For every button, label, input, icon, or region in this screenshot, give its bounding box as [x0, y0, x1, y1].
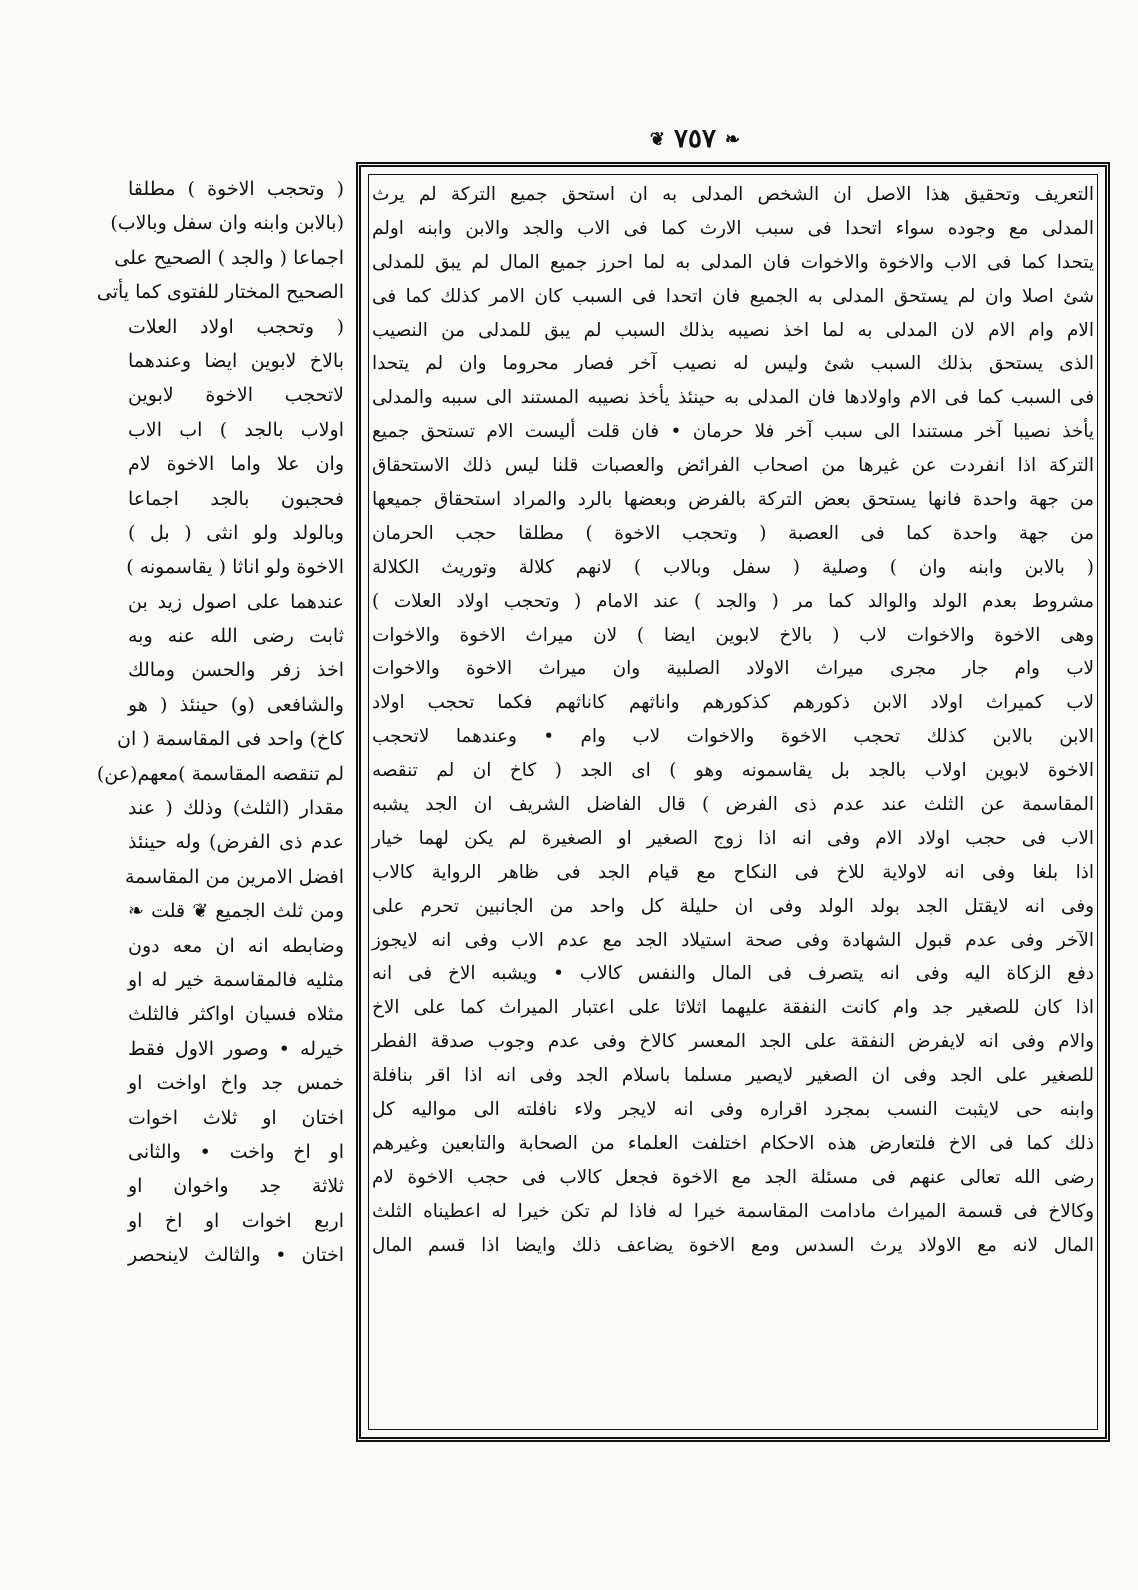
- main-text-line: من جهة واحدة كما فى العصبة ( وتحجب الاخوة ) مطلقا حجب الحرمان: [372, 522, 1094, 544]
- margin-text-line: لم تنقصه المقاسمة )معهم(عن): [96, 762, 344, 785]
- main-text-line: الذى يستحق بذلك السبب شئ وليس له نصيب آخر فصار محروما وان لم يتحدا: [372, 353, 1094, 375]
- main-text-line: التعريف وتحقيق هذا الاصل ان الشخص المدلى به ان استحق جميع التركة لم يرث: [372, 184, 1094, 205]
- ornament-right-icon: ❧: [725, 129, 741, 150]
- margin-text-line: ومن ثلث الجميع ❦ قلت ❧: [128, 900, 344, 923]
- main-text-line: لاب كميراث اولاد الابن ذكورهم كذكورهم واناثهم كاناثهم فكما تحجب اولاد: [372, 692, 1094, 714]
- margin-text-line: عندهما على اصول زيد بن: [128, 590, 344, 613]
- margin-text-line: ثابت رضى الله عنه وبه: [128, 625, 344, 648]
- margin-text-line: والشافعى (و) حينئذ ( هو: [128, 693, 344, 716]
- margin-text-line: اخذ زفر والحسن ومالك: [128, 659, 344, 682]
- margin-text-line: مقدار (الثلث) وذلك ( عند: [128, 797, 344, 820]
- margin-text-line: اختان او ثلاث اخوات: [128, 1106, 344, 1129]
- main-text-line: يتحدا كما فى الاب والاخوة والاخوات فان المدلى به لما احرز جميع المال لم يبق للمدلى: [372, 251, 1094, 273]
- margin-text-line: كاخ) واحد فى المقاسمة ( ان: [117, 728, 344, 751]
- margin-text-line: وضابطه انه ان معه دون: [128, 934, 344, 957]
- margin-text-line: او اخ واخت • والثانى: [128, 1140, 344, 1163]
- main-text-line: يأخذ نصيبا آخر مستندا الى سبب آخر فلا حرمان • فان قلت أليست الام تستحق جميع: [372, 421, 1094, 443]
- margin-text-line: فحجبون بالجد اجماعا: [128, 487, 344, 510]
- main-text-line: اذا بلغا وفى انه لاولاية للاخ فى النكاح مع قيام الجد فى ظاهر الرواية كالاب: [372, 861, 1094, 883]
- main-text-line: الام وام الام لان المدلى به لما اخذ نصيبه بذلك السبب لم يبق للمدلى من النصيب: [372, 319, 1094, 341]
- main-text-line: اذا كان للصغير جد وام كانت النفقة عليهما اثلاثا على اعتبار الميراث كما على الاخ: [372, 997, 1094, 1019]
- main-text-line: دفع الزكاة اليه وفى انه يتصرف فى المال والنفس كالاب • ويشبه الاخ فى انه: [372, 963, 1094, 985]
- margin-text-line: لاتحجب الاخوة لابوين: [128, 384, 344, 407]
- page-number: [620, 122, 770, 156]
- main-text-line: المقاسمة عن الثلث عند عدم ذى الفرض ) قال الفاضل الشريف ان الجد يشبه: [372, 794, 1094, 816]
- margin-text-line: الصحيح المختار للفتوى كما يأتى: [96, 281, 344, 304]
- margin-text-line: اربع اخوات او اخ او: [128, 1209, 344, 1232]
- main-text-line: المال لانه مع الاولاد يرث السدس ومع الاخوة يضاعف ذلك وايضا اذا قسم المال: [372, 1234, 1094, 1256]
- main-text-line: مشروط بعدم الولد والوالد كما مر ( والجد ) عند الامام ( وتحجب اولاد العلات ): [372, 590, 1094, 612]
- margin-text-line: ( وتحجب اولاد العلات: [128, 315, 344, 338]
- main-text-line: وهى الاخوة والاخوات لاب ( بالاخ لابوين ايضا ) لان ميراث الاخوة والاخوات: [372, 624, 1094, 646]
- main-text-line: للصغير على الجد وفى ان الصغير لايصير مسلما باسلام الجد وفى انه اذا اقر بنافلة: [372, 1065, 1094, 1087]
- main-text-line: الابن بالابن كذلك تحجب الاخوة والاخوات لاب وام • وعندهما لاتحجب: [372, 726, 1094, 748]
- margin-text-line: بالاخ لابوين ايضا وعندهما: [128, 349, 344, 372]
- main-text-line: وكالاخ فى قسمة الميراث مادامت المقاسمة خيرا له فاذا لم تكن خيرا له اعطيناه الثلث: [372, 1200, 1094, 1222]
- main-text-line: ( بالابن وابنه وان ) وصلية ( سفل وبالاب ) لانهم كلالة وتوريث الكلالة: [372, 556, 1094, 578]
- margin-text-line: مثلاه فسيان اواكثر فالثلث: [128, 1003, 344, 1026]
- main-text-block: [372, 178, 1094, 1428]
- margin-text-line: ثلاثة جد واخوان او: [128, 1175, 344, 1198]
- margin-text-line: اولاب بالجد ) اب الاب: [128, 418, 344, 441]
- main-text-line: والام وفى انه لايفرض النفقة على الجد المعسر كالاخ وفى عدم وجوب صدقة الفطر: [372, 1031, 1094, 1053]
- margin-text-line: وبالولد ولو انثى ( بل ): [128, 521, 344, 544]
- margin-text-line: اجماعا ( والجد ) الصحيح على: [114, 246, 344, 269]
- ornament-left-icon: ❦: [649, 129, 665, 150]
- main-text-line: الاب فى حجب اولاد الام وفى انه اذا زوج الصغير او الصغيرة لم يكن لهما خيار: [372, 827, 1094, 849]
- margin-text-line: (بالابن وابنه وان سفل وبالاب): [110, 212, 344, 235]
- margin-text-line: الاخوة ولو اناثا ( يقاسمونه ): [126, 556, 344, 579]
- main-text-line: رضى الله تعالى عنهم فى مسئلة الجد مع الاخوة فجعل كالاب فى حجب الاخوة لام: [372, 1166, 1094, 1188]
- main-text-line: فى السبب كما فى الام واولادها فان المدلى به حينئذ يأخذ نصيبه المستند الى سببه والمدلى: [372, 387, 1094, 409]
- main-text-line: المدلى مع وجوده سواء اتحدا فى سبب الارث كما فى الاب والجد والابن وابنه اولم: [372, 217, 1094, 239]
- main-text-line: لاب وام جار مجرى ميراث الاولاد الصلبية وان ميراث الاخوة والاخوات: [372, 658, 1094, 680]
- main-text-line: من جهة واحدة فانها يستحق بعض التركة بالفرض وبعضها بالرد والمراد استحقاق جميعها: [372, 489, 1094, 511]
- margin-text-line: وان علا واما الاخوة لام: [128, 453, 344, 476]
- page-number-text: ٧٥٧: [674, 124, 716, 154]
- main-text-line: الآخر وفى عدم قبول الشهادة وفى صحة استيلاد الجد مع عدم الاب وفى انه لايجوز: [372, 929, 1094, 951]
- margin-text-line: مثليه فالمقاسمة خير له او: [128, 968, 344, 991]
- main-text-line: وفى انه لايقتل الجد بولد الولد وفى ان حليلة كل واحد من الجانبين تحرم على: [372, 895, 1094, 917]
- margin-text-line: ( وتحجب الاخوة ) مطلقا: [128, 178, 344, 200]
- margin-text-line: اختان • والثالث لاينحصر: [128, 1244, 344, 1267]
- main-text-line: التركة اذا انفردت عن غيرها من اصحاب الفرائض والعصبات قلنا ليس ذلك الاستحقاق: [372, 455, 1094, 477]
- main-text-line: وابنه حى لايثبت النسب بمجرد اقراره وفى انه لايجر ولاء نافلته الى مواليه كل: [372, 1099, 1094, 1121]
- main-text-line: الاخوة لابوين اولاب بالجد بل يقاسمونه وهو ) اى الجد ( كاخ ان لم تنقصه: [372, 760, 1094, 782]
- margin-text-line: خمس جد واخ اواخت او: [128, 1072, 344, 1095]
- margin-text-line: عدم ذى الفرض) وله حينئذ: [128, 831, 344, 854]
- margin-text-line: افضل الامرين من المقاسمة: [124, 865, 344, 888]
- main-text-line: ذلك كما فى الاخ فلتعارض هذه الاحكام اختلفت العلماء من الصحابة والتابعين وغيرهم: [372, 1132, 1094, 1154]
- margin-text-block: [96, 172, 344, 1442]
- margin-text-line: خيرله • وصور الاول فقط: [128, 1037, 344, 1060]
- main-text-line: شئ اصلا وان لم يستحق المدلى به الجميع فان اتحدا فى السبب كان الامر كذلك كما فى: [372, 285, 1094, 307]
